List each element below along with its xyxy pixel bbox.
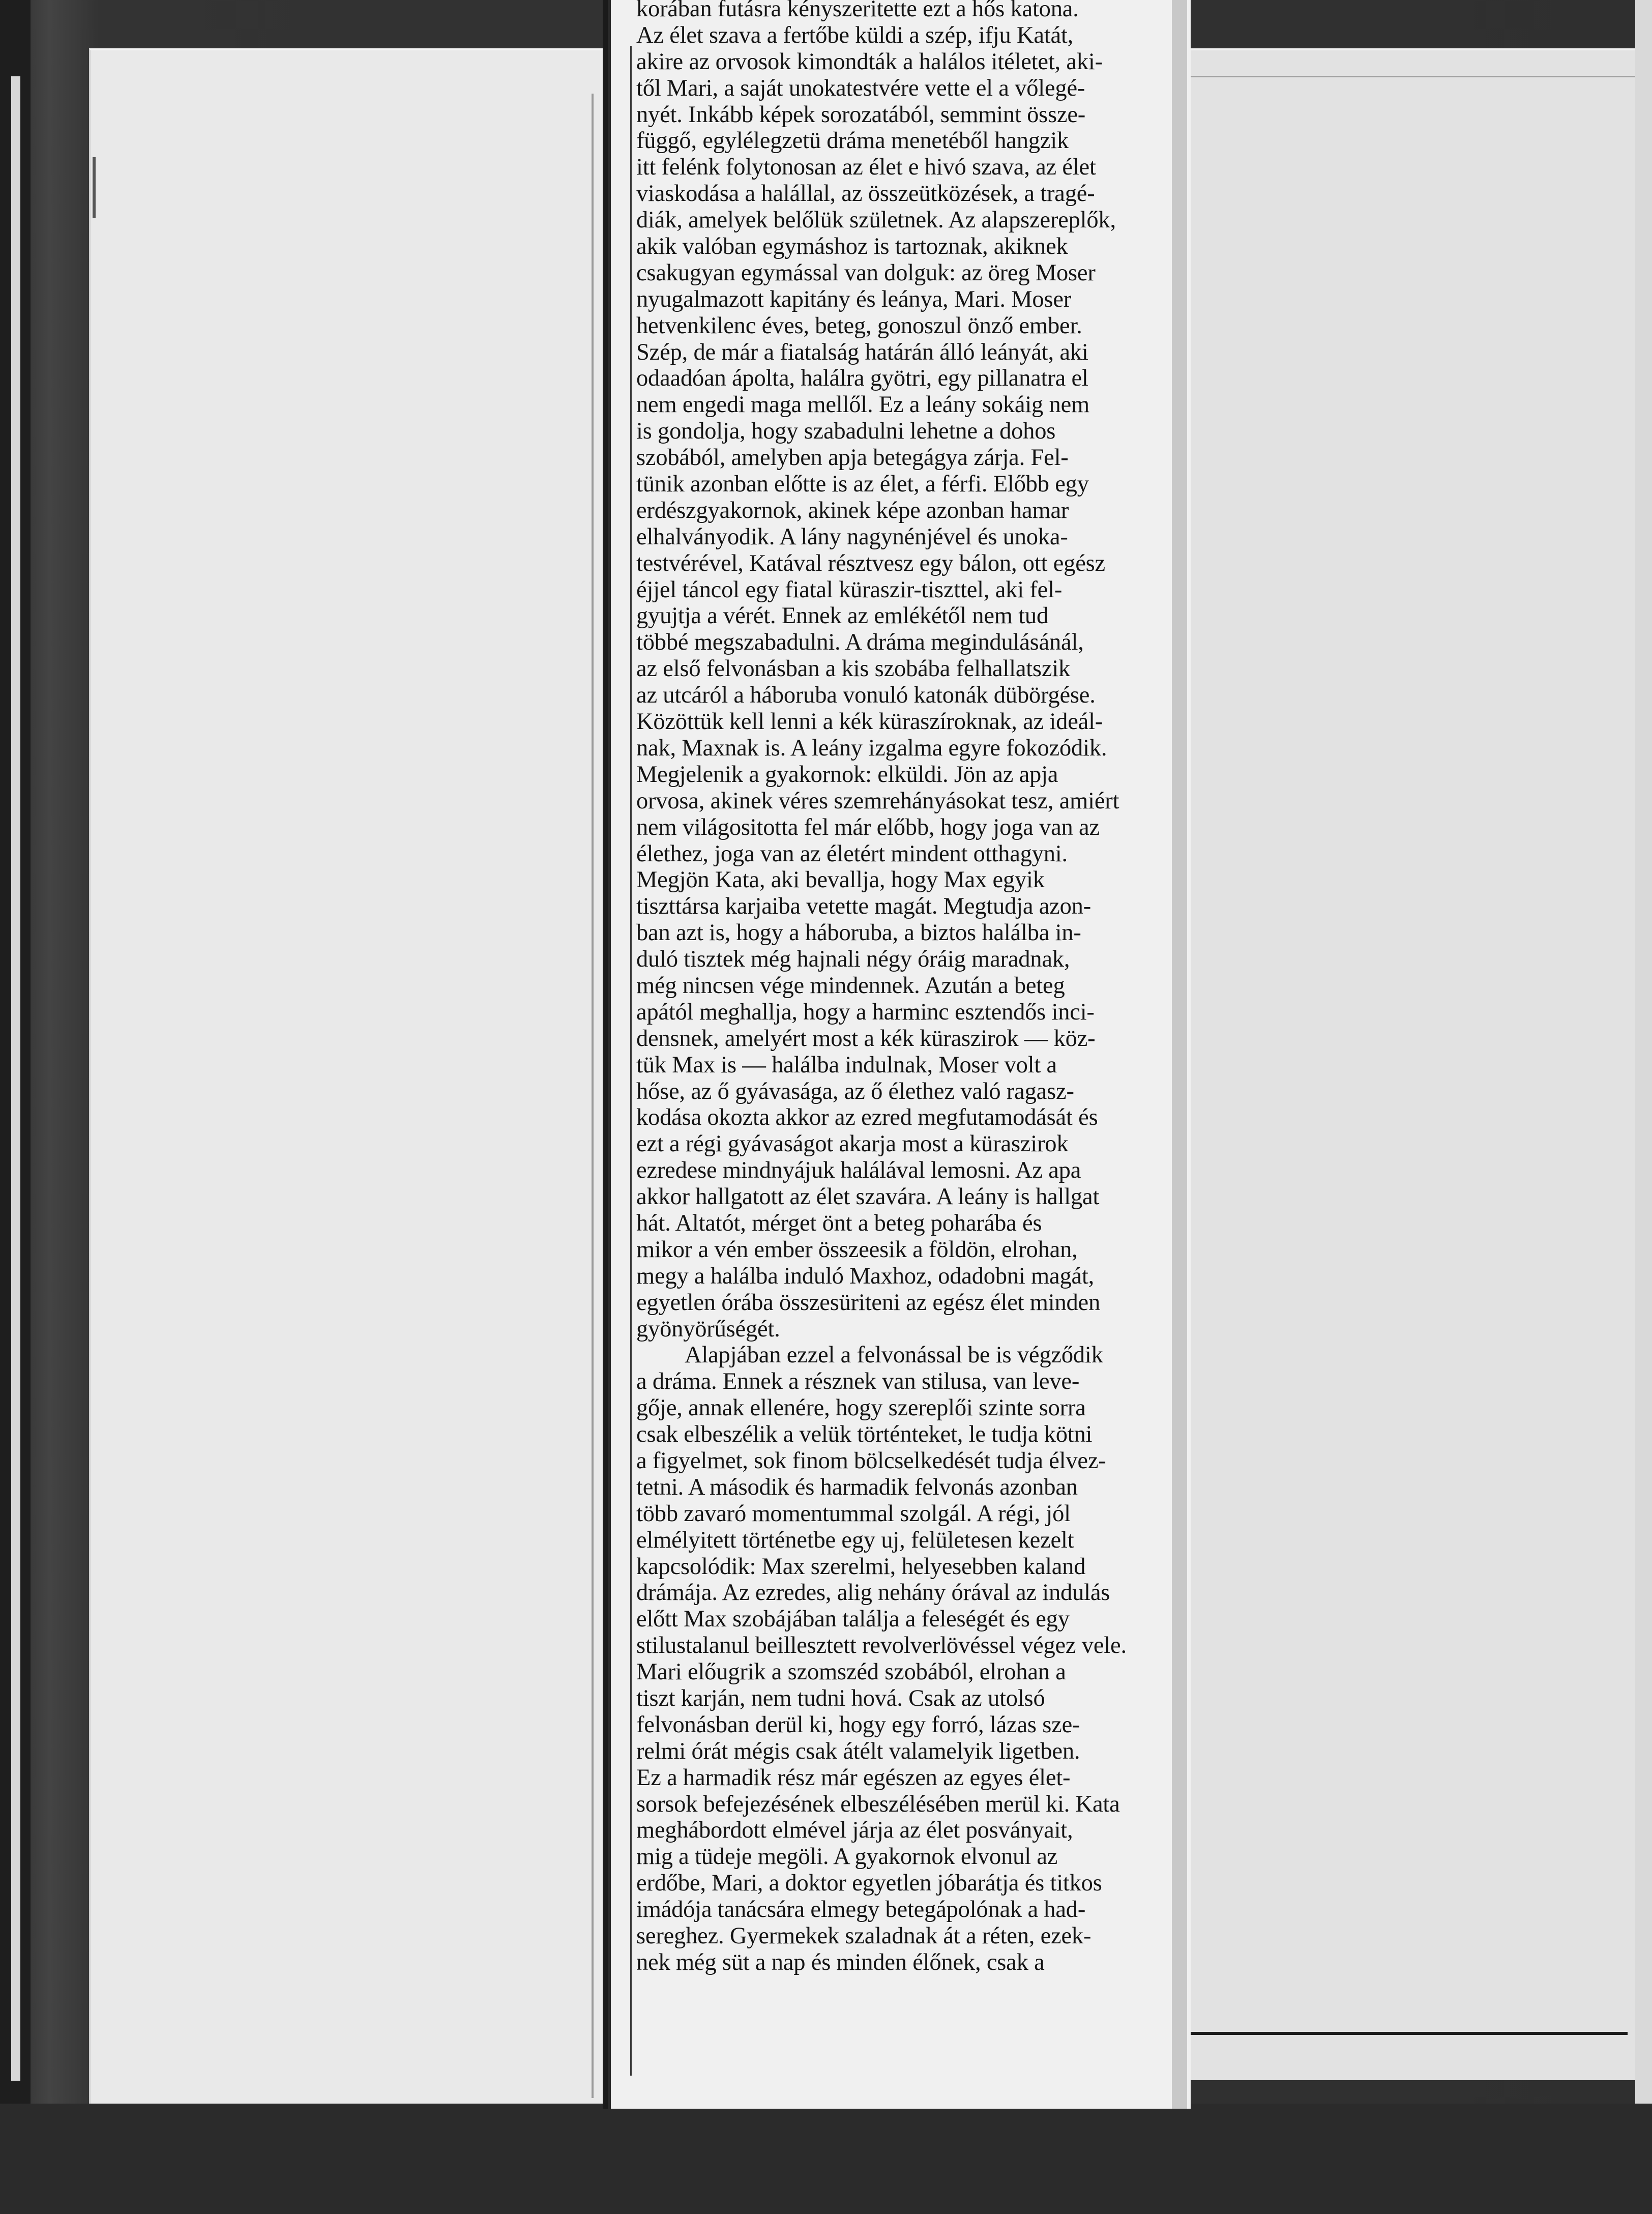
- scan-bottom-band: [0, 2104, 1652, 2214]
- article-line: korában futásra kényszeritette ezt a hős katona.: [636, 0, 1079, 22]
- article-line: relmi órát mégis csak átélt valamelyik ligetben.: [636, 1738, 1080, 1764]
- article-line: szobából, amelyben apja betegágya zárja. Fel-: [636, 445, 1069, 471]
- article-line: Mari előugrik a szomszéd szobából, elrohan a: [636, 1659, 1066, 1685]
- article-line: meghábordott elmével járja az élet posványait,: [636, 1817, 1073, 1844]
- article-line: orvosa, akinek véres szemrehányásokat tesz, amiért: [636, 788, 1119, 814]
- page-fold-line: [592, 94, 594, 2098]
- article-line: akire az orvosok kimondták a halálos itéletet, aki-: [636, 48, 1103, 75]
- article-line: tiszt karján, nem tudni hová. Csak az utolsó: [636, 1685, 1045, 1711]
- article-line: akik valóban egymáshoz is tartoznak, akiknek: [636, 234, 1068, 260]
- article-line: erdőbe, Mari, a doktor egyetlen jóbarátja és titkos: [636, 1870, 1102, 1897]
- article-line: mig a tüdeje megöli. A gyakornok elvonul az: [636, 1844, 1058, 1870]
- article-line: apától meghallja, hogy a harminc esztendős inci-: [636, 999, 1095, 1025]
- article-line: a figyelmet, sok finom bölcselkedését tudja élvez-: [636, 1447, 1106, 1474]
- article-line: előtt Max szobájában találja a feleségét és egy: [636, 1606, 1070, 1633]
- article-line: több zavaró momentummal szolgál. A régi, jól: [636, 1500, 1071, 1527]
- article-line: elmélyitett történetbe egy uj, felületesen kezelt: [636, 1527, 1074, 1553]
- article-line: ezredese mindnyájuk halálával lemosni. Az apa: [636, 1157, 1081, 1184]
- article-line: kapcsolódik: Max szerelmi, helyesebben kaland: [636, 1553, 1086, 1580]
- article-line: Megjön Kata, aki bevallja, hogy Max egyik: [636, 867, 1045, 893]
- article-line: duló tisztek még hajnali négy óráig maradnak,: [636, 946, 1070, 973]
- article-line: viaskodása a halállal, az összeütközések, a tragé-: [636, 181, 1095, 207]
- article-line: gyujtja a vérét. Ennek az emlékétől nem tud: [636, 603, 1049, 629]
- article-line: többé megszabadulni. A dráma megindulásánál,: [636, 629, 1084, 656]
- article-line: felvonásban derül ki, hogy egy forró, lázas sze-: [636, 1711, 1080, 1738]
- column-rule: [630, 46, 632, 2076]
- article-line: függő, egylélegzetü dráma menetéből hangzik: [636, 128, 1069, 154]
- adjacent-page-edge: [0, 0, 31, 2214]
- article-line: ezt a régi gyávaságot akarja most a küraszirok: [636, 1131, 1069, 1157]
- article-line: drámája. Az ezredes, alig nehány órával az indulás: [636, 1580, 1110, 1606]
- article-line: densnek, amelyért most a kék küraszirok — köz-: [636, 1025, 1096, 1052]
- margin-mark: [93, 157, 96, 218]
- article-line: élethez, joga van az életért mindent otthagyni.: [636, 840, 1068, 867]
- article-line: odaadóan ápolta, halálra gyötri, egy pillanatra el: [636, 365, 1088, 392]
- article-line: csakugyan egymással van dolguk: az öreg Moser: [636, 259, 1096, 286]
- article-line: Alapjában ezzel a felvonással be is végződik: [685, 1342, 1103, 1368]
- article-line: erdészgyakornok, akinek képe azonban hamar: [636, 497, 1069, 523]
- faint-top-rule: [1169, 76, 1642, 77]
- article-line: megy a halálba induló Maxhoz, odadobni magát,: [636, 1263, 1095, 1289]
- article-line: Az élet szava a fertőbe küldi a szép, ifju Katát,: [636, 22, 1074, 48]
- article-line: nem világositotta fel már előbb, hogy joga van az: [636, 814, 1100, 840]
- article-line: az utcáról a háboruba vonuló katonák dübörgése.: [636, 682, 1096, 709]
- article-line: akkor hallgatott az élet szavára. A leány is hallgat: [636, 1184, 1100, 1210]
- article-line: elhalványodik. A lány nagynénjével és unoka-: [636, 523, 1068, 550]
- article-line: csak elbeszélik a velük történteket, le tudja kötni: [636, 1421, 1093, 1448]
- article-line: is gondolja, hogy szabadulni lehetne a dohos: [636, 418, 1056, 445]
- scan-right-edge: [1635, 0, 1652, 2214]
- left-blank-page: [89, 48, 625, 2106]
- article-line: nak, Maxnak is. A leány izgalma egyre fokozódik.: [636, 735, 1107, 761]
- article-line: sorsok befejezésének elbeszélésében merül ki. Kata: [636, 1791, 1120, 1817]
- article-line: diák, amelyek belőlük születnek. Az alapszereplők,: [636, 207, 1116, 234]
- article-line: nyugalmazott kapitány és leánya, Mari. Moser: [636, 286, 1072, 312]
- article-line: sereghez. Gyermekek szaladnak át a réten, ezek-: [636, 1923, 1092, 1949]
- article-line: ban azt is, hogy a háboruba, a biztos halálba in-: [636, 920, 1081, 946]
- article-line: itt felénk folytonosan az élet e hivó szava, az élet: [636, 154, 1096, 181]
- article-line: mikor a vén ember összeesik a földön, elrohan,: [636, 1236, 1078, 1263]
- article-line: éjjel táncol egy fiatal küraszir-tiszttel, aki fel-: [636, 576, 1063, 603]
- article-line: az első felvonásban a kis szobába felhallatszik: [636, 656, 1071, 682]
- article-line: nek még süt a nap és minden élőnek, csak a: [636, 1949, 1045, 1975]
- article-line: kodása okozta akkor az ezred megfutamodását és: [636, 1104, 1098, 1131]
- right-blank-page: [1160, 48, 1652, 2080]
- article-line: még nincsen vége mindennek. Azután a beteg: [636, 972, 1065, 999]
- article-line: Szép, de már a fiatalság határán álló leányát, aki: [636, 339, 1088, 365]
- newspaper-clipping: [608, 0, 1191, 2109]
- article-line: Ez a harmadik rész már egészen az egyes élet-: [636, 1764, 1071, 1791]
- article-line: tük Max is — halálba indulnak, Moser volt a: [636, 1052, 1057, 1078]
- article-line: Közöttük kell lenni a kék küraszíroknak, az ideál-: [636, 709, 1103, 735]
- article-line: hetvenkilenc éves, beteg, gonoszul önző ember.: [636, 312, 1082, 339]
- article-line: testvérével, Katával résztvesz egy bálon, ott egész: [636, 550, 1105, 576]
- page-edge-highlight: [11, 76, 20, 2081]
- article-text: [636, 0, 1175, 1976]
- article-line: tetni. A második és harmadik felvonás azonban: [636, 1474, 1078, 1500]
- clipping-shadow: [603, 0, 608, 2109]
- article-line: gyönyörűségét.: [636, 1316, 780, 1342]
- article-line: gője, annak ellenére, hogy szereplői szinte sorra: [636, 1395, 1086, 1421]
- article-line: tiszttársa karjaiba vetette magát. Megtudja azon-: [636, 893, 1091, 920]
- article-line: hát. Altatót, mérget önt a beteg poharába és: [636, 1210, 1042, 1236]
- bottom-rule: [1190, 2032, 1628, 2035]
- article-line: egyetlen órába összesüriteni az egész élet minden: [636, 1289, 1101, 1316]
- article-line: Megjelenik a gyakornok: elküldi. Jön az apja: [636, 761, 1058, 788]
- article-line: től Mari, a saját unokatestvére vette el a vőlegé-: [636, 75, 1085, 101]
- article-line: hőse, az ő gyávasága, az ő élethez való ragasz-: [636, 1078, 1074, 1104]
- article-line: nyét. Inkább képek sorozatából, semmint össze-: [636, 101, 1086, 128]
- article-line: stilustalanul beillesztett revolverlövéssel végez vele.: [636, 1633, 1127, 1659]
- article-line: imádója tanácsára elmegy betegápolónak a had-: [636, 1897, 1086, 1923]
- article-line: a dráma. Ennek a résznek van stilusa, van leve-: [636, 1368, 1080, 1395]
- article-line: nem engedi maga mellől. Ez a leány sokáig nem: [636, 392, 1089, 418]
- article-line: tünik azonban előtte is az élet, a férfi. Előbb egy: [636, 471, 1089, 498]
